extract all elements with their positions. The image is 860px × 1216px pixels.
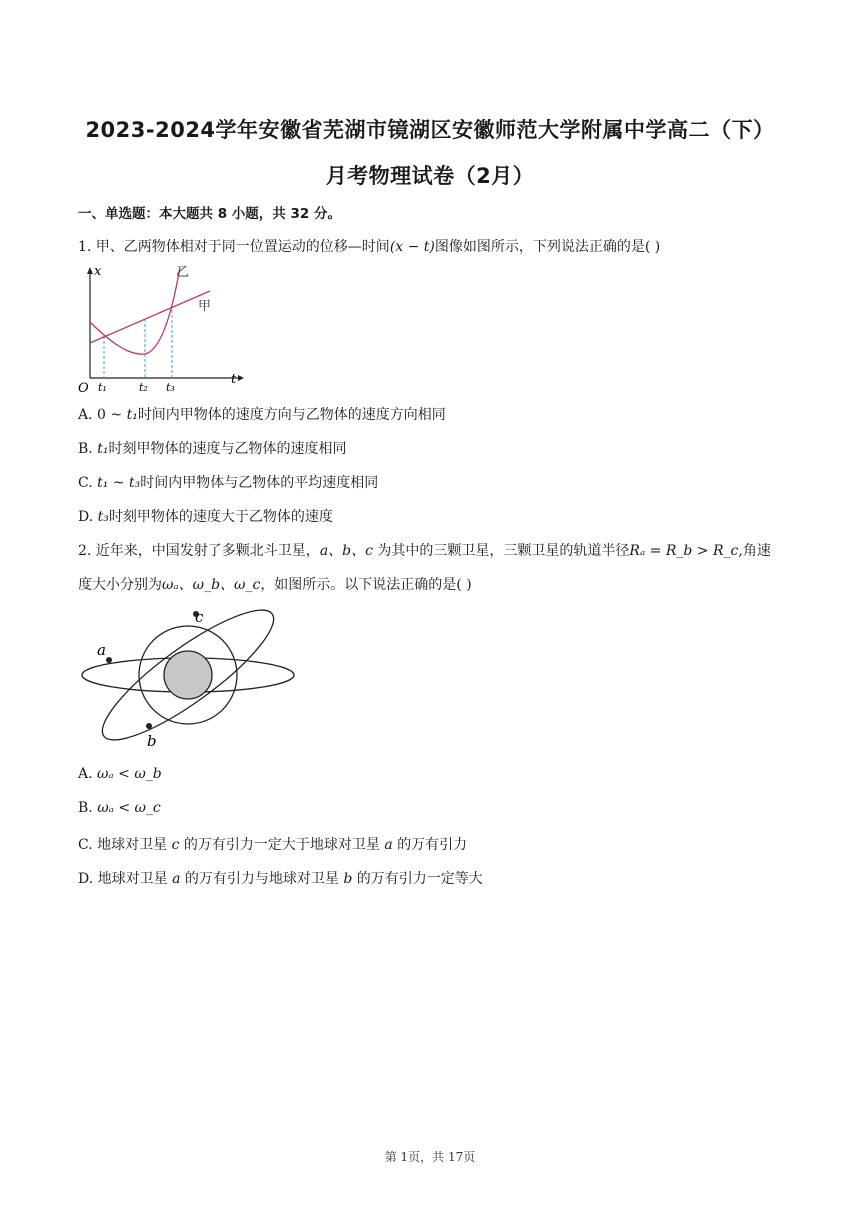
option-text: 的万有引力一定等大 xyxy=(352,871,483,887)
option-math: t₃ xyxy=(97,509,109,525)
option-math: t₁ ~ t₃ xyxy=(97,475,141,491)
q2-stem-math: a、b、c xyxy=(319,543,373,559)
exam-title-line2: 月考物理试卷（2月） xyxy=(325,164,535,188)
q2-stem-math: Rₐ = R_b > R_c xyxy=(629,543,739,559)
label-c: c xyxy=(195,608,204,626)
option-text: 时间内甲物体与乙物体的平均速度相同 xyxy=(140,475,379,491)
satellite-b xyxy=(146,723,152,729)
option-prefix: D. xyxy=(78,509,98,525)
option-math: t₁ xyxy=(126,407,138,423)
section-heading: 一、单选题：本大题共 8 小题，共 32 分。 xyxy=(78,206,341,222)
option-prefix: C. 地球对卫星 xyxy=(78,837,172,853)
q2-stem-math: ωₐ、ω_b、ω_c xyxy=(162,577,261,593)
option-prefix: A. 0 ~ xyxy=(78,407,127,423)
q1-stem-text-a: 1. 甲、乙两物体相对于同一位置运动的位移—时间 xyxy=(78,239,390,255)
origin-label: O xyxy=(78,381,89,396)
question-2-stem-line1 xyxy=(78,540,771,560)
option-math: t₁ xyxy=(97,441,109,457)
option-math: c xyxy=(171,837,180,853)
x-axis-label: x xyxy=(94,264,102,279)
q1-xt-graph xyxy=(78,262,248,396)
option-prefix: C. xyxy=(78,475,98,491)
q2-stem-text: 为其中的三颗卫星，三颗卫星的轨道半径 xyxy=(372,543,630,559)
option-prefix: D. 地球对卫星 xyxy=(78,871,173,887)
option-prefix: B. xyxy=(78,441,98,457)
option-text: 的万有引力 xyxy=(392,837,468,853)
q1-stem-text-b: 图像如图所示，下列说法正确的是( ) xyxy=(434,239,661,255)
question-2-stem-line2 xyxy=(78,574,472,594)
q2-option-d xyxy=(78,868,483,888)
q2-option-c xyxy=(78,834,467,854)
q1-stem-math: (x − t) xyxy=(389,239,435,255)
option-math: a xyxy=(172,871,181,887)
label-b: b xyxy=(147,732,157,750)
tick-t2: t₂ xyxy=(139,381,148,394)
q2-stem-text: 2. 近年来，中国发射了多颗北斗卫星， xyxy=(78,543,320,559)
q2-option-b xyxy=(78,800,161,816)
x-axis-arrow xyxy=(87,267,93,274)
q1-option-a xyxy=(78,404,446,424)
option-text: 时刻甲物体的速度大于乙物体的速度 xyxy=(108,509,333,525)
line-jia xyxy=(90,291,210,343)
tick-t3: t₃ xyxy=(166,381,175,394)
option-prefix: A. xyxy=(78,766,98,782)
t-axis-label: t xyxy=(231,372,237,387)
option-math: ωₐ < ω_c xyxy=(97,800,161,816)
t-axis-arrow xyxy=(238,375,244,381)
q2-orbit-figure xyxy=(78,606,300,752)
option-prefix: B. xyxy=(78,800,98,816)
option-text: 时间内甲物体的速度方向与乙物体的速度方向相同 xyxy=(137,407,446,423)
label-a: a xyxy=(97,641,106,659)
option-math: a xyxy=(384,837,393,853)
q1-option-c xyxy=(78,472,378,492)
question-1-stem xyxy=(78,236,660,256)
q2-stem-text: 度大小分别为 xyxy=(78,577,162,593)
earth xyxy=(164,651,212,699)
option-text: 的万有引力与地球对卫星 xyxy=(180,871,344,887)
q2-option-a xyxy=(78,766,162,782)
q1-option-b xyxy=(78,438,346,458)
q1-option-d xyxy=(78,506,333,526)
option-math: ωₐ < ω_b xyxy=(97,766,162,782)
exam-title-line1: 2023-2024学年安徽省芜湖市镜湖区安徽师范大学附属中学高二（下） xyxy=(85,118,775,142)
label-yi: 乙 xyxy=(176,265,190,280)
q2-stem-text: ，如图所示。以下说法正确的是( ) xyxy=(260,577,472,593)
tick-t1: t₁ xyxy=(98,381,107,394)
satellite-a xyxy=(106,657,112,663)
option-text: 的万有引力一定大于地球对卫星 xyxy=(179,837,385,853)
label-jia: 甲 xyxy=(198,299,212,314)
option-math: b xyxy=(343,871,353,887)
q2-stem-text: ,角速 xyxy=(738,543,771,559)
page-footer: 第 1页，共 17页 xyxy=(384,1150,476,1164)
option-text: 时刻甲物体的速度与乙物体的速度相同 xyxy=(108,441,347,457)
